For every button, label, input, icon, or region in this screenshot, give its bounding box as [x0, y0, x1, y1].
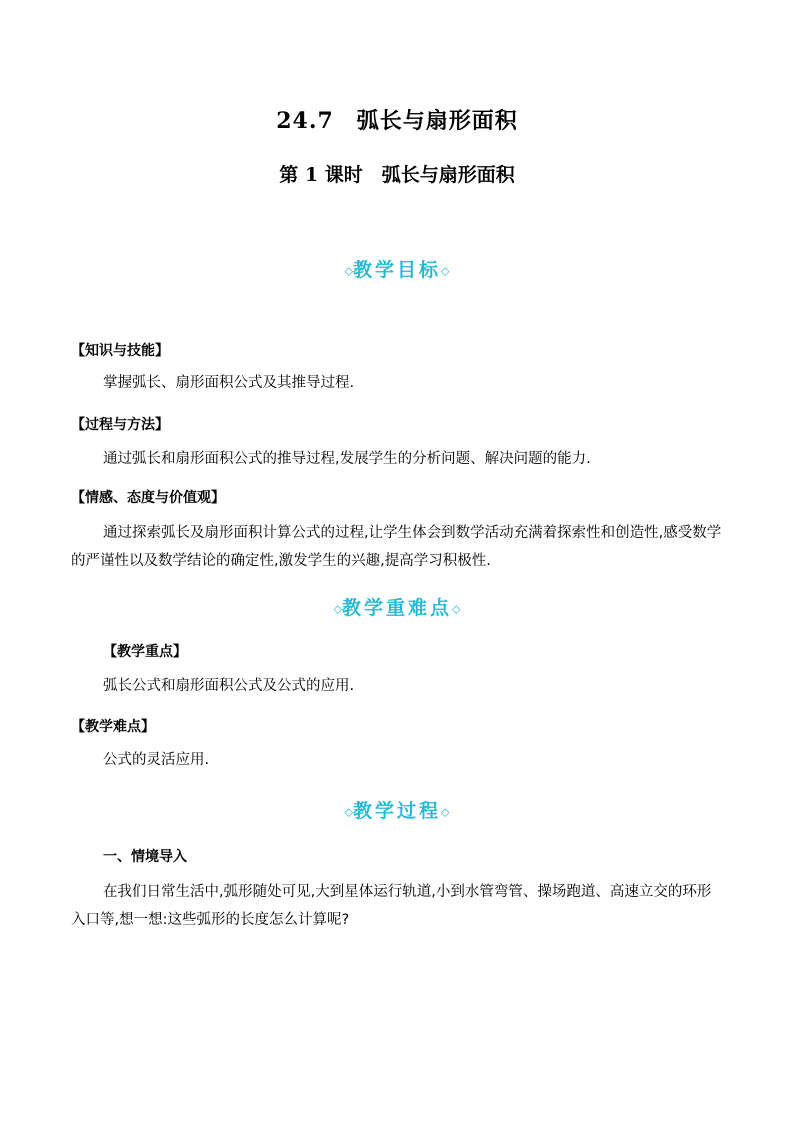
step1-label: 一、情境导入: [103, 849, 187, 865]
diamond-icon: ◇: [344, 805, 353, 819]
difficulty-text: 公式的灵活应用.: [103, 752, 210, 768]
section-heading-text: 教学过程: [352, 800, 441, 822]
process-method-label: 【过程与方法】: [71, 417, 169, 433]
knowledge-text: 掌握弧长、扇形面积公式及其推导过程.: [103, 375, 355, 391]
section-heading-text: 教学目标: [352, 259, 441, 281]
emotion-label: 【情感、态度与价值观】: [71, 490, 225, 506]
knowledge-label: 【知识与技能】: [71, 343, 169, 359]
diamond-icon: ◇: [344, 264, 353, 278]
section-heading-key-points: [0, 593, 794, 620]
page-title: 24.7 弧长与扇形面积: [276, 108, 518, 134]
focus-label: 【教学重点】: [103, 644, 187, 660]
diamond-icon: ◇: [441, 805, 450, 819]
focus-text: 弧长公式和扇形面积公式及公式的应用.: [103, 678, 355, 694]
emotion-text: 通过探索弧长及扇形面积计算公式的过程,让学生体会到数学活动充满着探索性和创造性,感受数学的严谨性以及数学结论的确定性,激发学生的兴趣,提高学习积极性.: [71, 525, 722, 569]
diamond-icon: ◇: [452, 602, 461, 616]
step1-text: 在我们日常生活中,弧形随处可见,大到星体运行轨道,小到水管弯管、操场跑道、高速立交的环形入口等,想一想:这些弧形的长度怎么计算呢?: [71, 884, 712, 928]
section-heading-process: [0, 796, 794, 823]
section-heading-goals: [0, 255, 794, 282]
process-method-text: 通过弧长和扇形面积公式的推导过程,发展学生的分析问题、解决问题的能力.: [103, 451, 591, 467]
diamond-icon: ◇: [441, 264, 450, 278]
page-subtitle: 第 1 课时 弧长与扇形面积: [279, 164, 515, 186]
diamond-icon: ◇: [333, 602, 342, 616]
difficulty-label: 【教学难点】: [71, 719, 155, 735]
section-heading-text: 教学重难点: [341, 597, 452, 619]
